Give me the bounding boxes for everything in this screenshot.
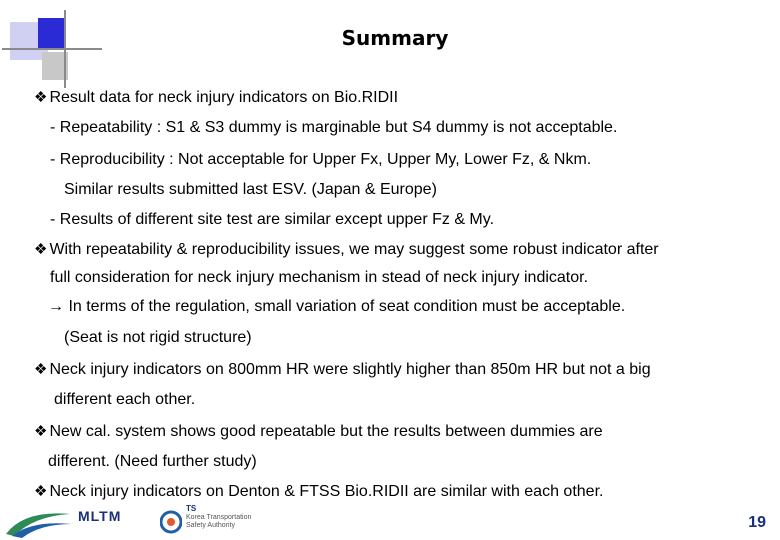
diamond-bullet-icon: ❖ [34, 89, 48, 106]
body-line [50, 210, 494, 230]
body-line-text: different. (Need further study) [48, 453, 257, 470]
diamond-bullet-icon: ❖ [34, 241, 48, 258]
body-line [34, 360, 651, 380]
body-line-text: different each other. [54, 391, 196, 408]
diamond-bullet-icon: ❖ [34, 483, 48, 500]
body-line [34, 240, 659, 260]
diamond-bullet-icon: ❖ [34, 423, 48, 440]
body-line-text: Result data for neck injury indicators on Bio.RIDII [49, 89, 399, 106]
ts-logo-text: TS [186, 504, 197, 513]
body-line [34, 482, 603, 502]
body-line [34, 422, 603, 442]
page-number: 19 [748, 514, 766, 531]
body-line [50, 118, 617, 138]
body-line-text: (Seat is not rigid structure) [64, 329, 252, 346]
body-line-text: → In terms of the regulation, small variation of seat condition must be acceptable. [48, 298, 626, 315]
body-line-text: full consideration for neck injury mechanism in stead of neck injury indicator. [50, 269, 589, 286]
body-line-text: New cal. system shows good repeatable but the results between dummies are [49, 423, 603, 440]
ts-emblem-icon [160, 508, 182, 536]
ts-logo-subtext: Korea Transportation Safety Authority [186, 514, 252, 529]
body-line [48, 297, 625, 317]
mltm-logo-text: MLTM [78, 508, 122, 524]
body-line [50, 268, 588, 288]
mltm-swoosh-icon [4, 506, 74, 538]
diamond-bullet-icon: ❖ [34, 361, 48, 378]
body-line [48, 452, 257, 472]
slide-title: Summary [341, 26, 449, 50]
body-line [64, 328, 252, 348]
body-line-text: - Results of different site test are similar except upper Fz & My. [50, 211, 495, 228]
body-line-text: Neck injury indicators on 800mm HR were slightly higher than 850m HR but not a big [49, 361, 651, 378]
ts-logo [160, 504, 280, 538]
mltm-logo [4, 506, 154, 538]
body-line [54, 390, 195, 410]
body-line [64, 180, 437, 200]
body-line-text: - Repeatability : S1 & S3 dummy is marginable but S4 dummy is not acceptable. [50, 119, 618, 136]
body-line-text: With repeatability & reproducibility issues, we may suggest some robust indicator after [49, 241, 659, 258]
body-line-text: Neck injury indicators on Denton & FTSS Bio.RIDII are similar with each other. [49, 483, 604, 500]
body-line-text: - Reproducibility : Not acceptable for Upper Fx, Upper My, Lower Fz, & Nkm. [50, 151, 592, 168]
body-line-text: Similar results submitted last ESV. (Japan & Europe) [64, 181, 437, 198]
body-line [50, 150, 591, 170]
body-line [34, 88, 398, 108]
